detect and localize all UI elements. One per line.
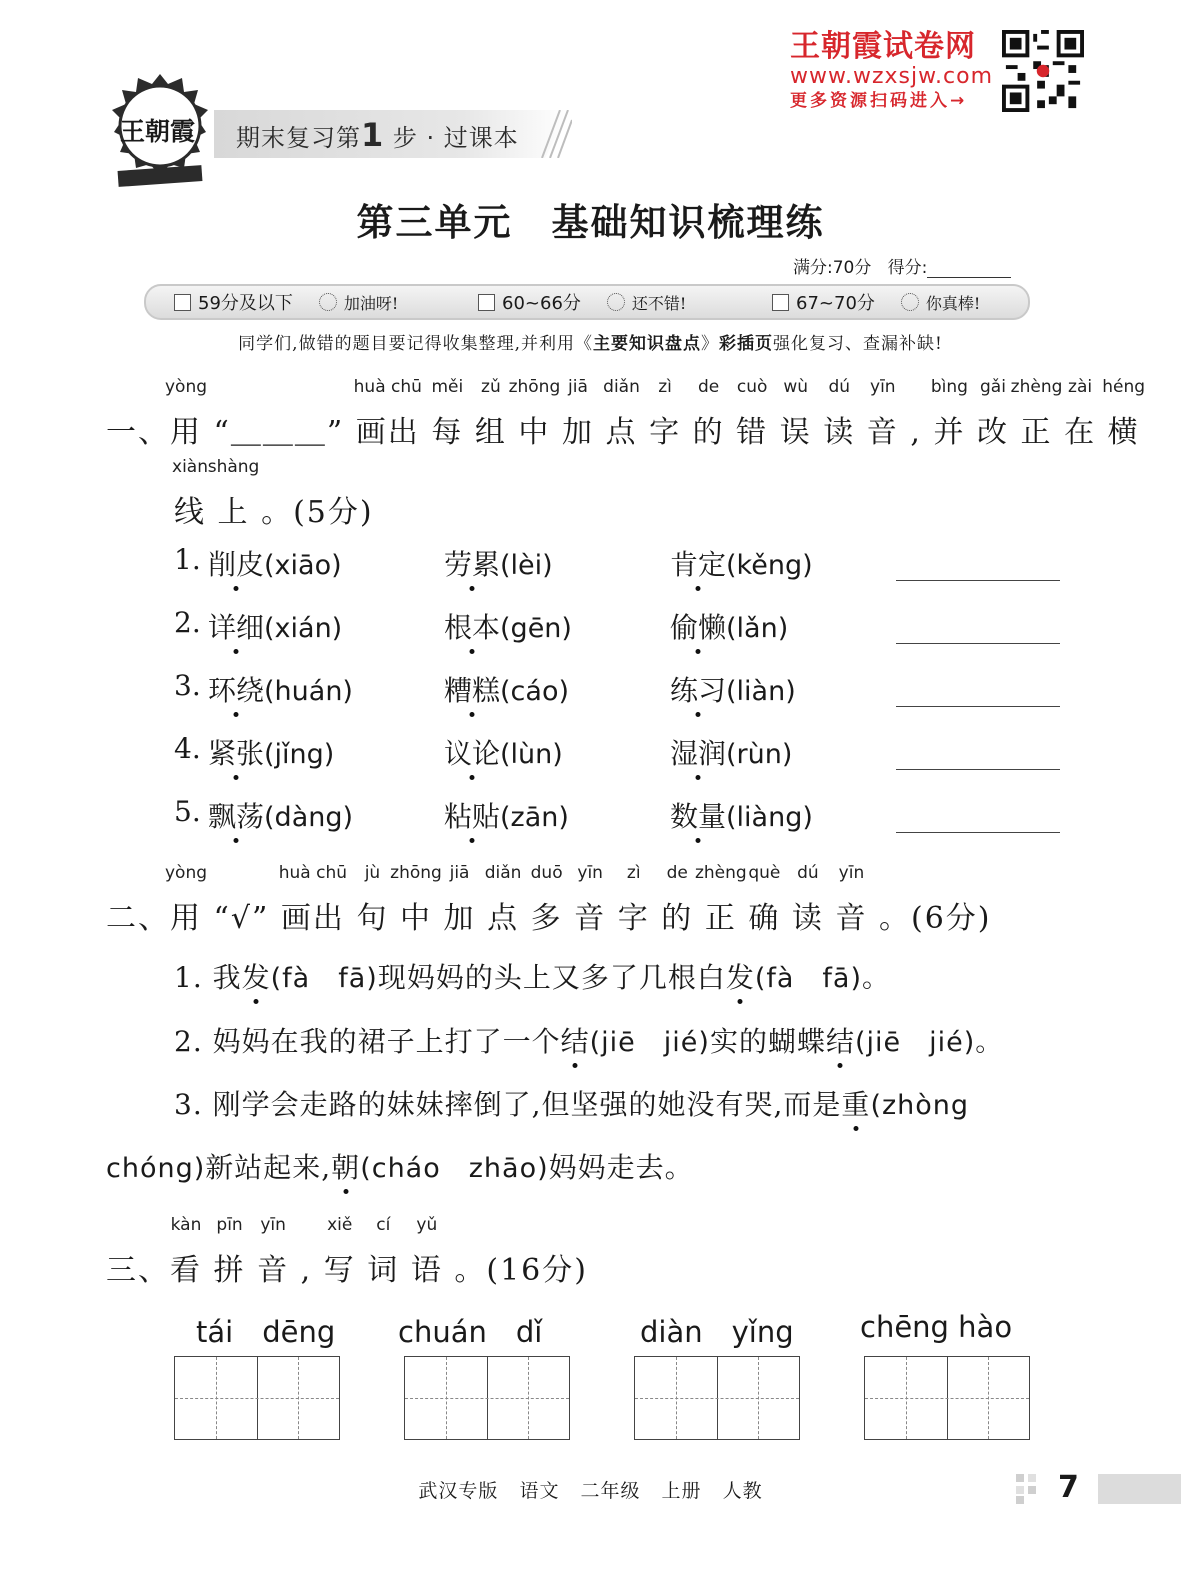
hanzi: 横 [1107, 415, 1140, 450]
hanzi: 上 [217, 495, 250, 530]
q1-word [208, 669, 353, 709]
heading-char [508, 377, 561, 451]
pinyin-reading: (lùn) [500, 739, 563, 770]
hanzi: 中 [518, 415, 551, 450]
writing-grid[interactable] [174, 1356, 340, 1440]
heading-char [779, 377, 812, 451]
pinyin-annotation: duō [530, 863, 563, 883]
heading-char [603, 377, 640, 451]
pinyin-reading: (huán) [264, 676, 353, 707]
step-label: 期末复习第1 步 · 过课本 [236, 116, 519, 154]
pinyin-annotation: bìng [930, 377, 968, 397]
dotted-word[interactable]: 糟糕 [444, 674, 501, 707]
pinyin-annotation: xiàn [172, 457, 208, 477]
dotted-word[interactable]: 劳累 [444, 548, 501, 581]
smiley-icon [607, 293, 625, 311]
heading-char [692, 377, 725, 451]
hanzi: 确 [748, 901, 781, 936]
hanzi: 。(16分) [454, 1253, 588, 1288]
answer-line[interactable] [896, 642, 1060, 644]
hanzi: 。(5分) [261, 495, 374, 530]
pinyin-annotation: diǎn [603, 377, 640, 397]
dotted-word[interactable]: 飘荡 [208, 800, 265, 833]
hanzi: 的 [661, 901, 694, 936]
pinyin-annotation: què [748, 863, 781, 883]
q1-word [670, 795, 813, 835]
hanzi: 的 [692, 415, 725, 450]
dotted-word[interactable]: 议论 [444, 737, 501, 770]
q1-word [670, 606, 788, 646]
pinyin-reading: (lǎn) [726, 613, 789, 644]
hanzi: 写 [323, 1253, 356, 1288]
dotted-word[interactable]: 数量 [670, 800, 727, 833]
pinyin-reading: (xiāo) [264, 550, 342, 581]
pinyin-annotation: diǎn [484, 863, 522, 883]
pinyin-annotation: zì [626, 863, 641, 883]
q1-heading-line2 [172, 457, 374, 531]
q1-row-number: 1. [174, 543, 201, 576]
checkbox-icon[interactable] [772, 294, 789, 311]
score-level-1: 59分及以下 加油呀! [174, 289, 398, 315]
hanzi: , [910, 415, 922, 450]
unit-title: 第三单元 基础知识梳理练 [356, 201, 825, 244]
heading-char [1064, 377, 1097, 451]
pinyin-annotation: zhèng [1010, 377, 1063, 397]
q1-word [444, 795, 569, 835]
q1-row-number: 2. [174, 606, 201, 639]
hanzi: 加 [561, 415, 594, 450]
pinyin-annotation: yīn [838, 863, 865, 883]
heading-char [207, 457, 260, 531]
banner-stripes [532, 110, 572, 158]
q2-sentence-3: 3. 刚学会走路的妹妹摔倒了,但坚强的她没有哭,而是重(zhòng [174, 1088, 970, 1121]
q1-word [444, 606, 572, 646]
hanzi: 语 [410, 1253, 443, 1288]
hanzi: 画出 [280, 901, 345, 936]
hanzi: 音 [866, 415, 899, 450]
pinyin-reading: (liàn) [726, 676, 796, 707]
heading-char [574, 863, 607, 937]
pinyin-annotation: dú [797, 863, 819, 883]
q2-sentence-1: 1. 我发(fà fā)现妈妈的头上又多了几根白发(fà fā)。 [174, 961, 891, 994]
answer-line[interactable] [896, 831, 1060, 833]
hanzi: 组 [474, 415, 507, 450]
answer-line[interactable] [896, 768, 1060, 770]
heading-char [454, 1245, 588, 1289]
pinyin-annotation: yīn [577, 863, 603, 883]
heading-char [1010, 377, 1063, 451]
hanzi: “√” [213, 901, 270, 936]
brand-block [790, 29, 994, 112]
pinyin-annotation: jù [364, 863, 381, 883]
heading-char [694, 863, 747, 937]
dotted-word[interactable]: 详细 [208, 611, 265, 644]
q1-word [444, 669, 569, 709]
heading-char [214, 407, 345, 451]
heading-char [736, 377, 769, 451]
hanzi: 多 [530, 901, 563, 936]
pinyin-annotation: cí [376, 1215, 391, 1235]
pinyin-annotation: wù [783, 377, 809, 397]
pinyin-annotation: cuò [736, 377, 768, 397]
hanzi: 正 [704, 901, 737, 936]
pinyin-annotation: gǎi [980, 377, 1006, 397]
brand-url[interactable]: www.wzxsjw.com [790, 64, 994, 89]
heading-char [879, 893, 992, 937]
score-blank[interactable] [927, 259, 1011, 278]
dotted-word[interactable]: 紧张 [208, 737, 265, 770]
heading-char [261, 487, 374, 531]
q1-word [208, 543, 342, 583]
heading-char [164, 863, 208, 937]
heading-char [1102, 377, 1146, 451]
pinyin-annotation: shàng [207, 457, 260, 477]
pinyin-annotation: yīn [870, 377, 896, 397]
hanzi: 。(6分) [879, 901, 992, 936]
heading-char [353, 377, 422, 451]
brand-more: 更多资源扫码进入→ [790, 91, 968, 111]
q1-word [670, 732, 792, 772]
checkbox-icon[interactable] [478, 294, 495, 311]
pinyin-annotation: xiě [327, 1215, 353, 1235]
pinyin-annotation: zhōng [390, 863, 442, 883]
heading-char [474, 377, 507, 451]
q1-word [208, 606, 342, 646]
heading-char [530, 863, 563, 937]
hanzi: 正 [1020, 415, 1053, 450]
checkbox-icon[interactable] [174, 294, 191, 311]
q1-word [670, 543, 813, 583]
hanzi: 句 [356, 901, 389, 936]
hanzi: 画出 [355, 415, 420, 450]
writing-grid[interactable] [404, 1356, 570, 1440]
pinyin-reading: (rùn) [726, 739, 793, 770]
qr-code-icon[interactable] [1002, 30, 1084, 112]
heading-char [561, 377, 594, 451]
hanzi: , [300, 1253, 313, 1288]
hanzi: 拼 [213, 1253, 246, 1288]
q2-sentence-3-cont: chóng)新站起来,朝(cháo zhāo)妈妈走去。 [106, 1151, 694, 1184]
heading-char [164, 377, 208, 451]
q3-heading: 三、 kàn 看 pīn 拼 yīn 音 , xiě 写 cí 词 yǔ 语 。(16分) [106, 1215, 588, 1288]
pinyin-reading: (zān) [500, 802, 569, 833]
answer-line[interactable] [896, 579, 1060, 581]
score-level-2: 60~66分 还不错! [478, 289, 686, 315]
heading-char [866, 377, 899, 451]
page-squares-icon [1016, 1474, 1044, 1504]
pinyin-annotation: zhōng [508, 377, 561, 397]
writing-grid[interactable] [634, 1356, 800, 1440]
hanzi: 并 [933, 415, 966, 450]
pinyin-reading: (jǐng) [264, 739, 335, 770]
q1-row-number: 5. [174, 795, 201, 828]
heading-char [443, 863, 476, 937]
pinyin-reading: (kěng) [726, 550, 813, 581]
hanzi: 字 [649, 415, 682, 450]
hanzi: 点 [487, 901, 520, 936]
hanzi: 加 [443, 901, 476, 936]
pinyin-annotation: měi [431, 377, 464, 397]
dotted-word[interactable]: 削皮 [208, 548, 265, 581]
hanzi: 点 [605, 415, 638, 450]
hanzi: 音 [835, 901, 868, 936]
dotted-word[interactable]: 偷懒 [670, 611, 727, 644]
page-number: 7 [1058, 1470, 1079, 1505]
heading-char [214, 901, 270, 936]
dotted-word[interactable]: 练习 [670, 674, 727, 707]
heading-char [172, 457, 208, 531]
smiley-icon [901, 293, 919, 311]
pinyin-reading: (dàng) [264, 802, 354, 833]
q3-word-pinyin: chēng hào [860, 1310, 1013, 1344]
score-line: 满分:70分 得分: [793, 253, 1011, 278]
pinyin-annotation: zì [658, 377, 672, 397]
pinyin-reading: (liàng) [726, 802, 813, 833]
pinyin-annotation: huà chū [353, 377, 422, 397]
dotted-word[interactable]: 根本 [444, 611, 501, 644]
pinyin-annotation: jiā [568, 377, 588, 397]
heading-char [431, 377, 464, 451]
heading-char [301, 1253, 313, 1288]
q1-row-number: 3. [174, 669, 201, 702]
q1-word [208, 732, 334, 772]
heading-char [910, 415, 922, 450]
dotted-word[interactable]: 粘贴 [444, 800, 501, 833]
heading-char [257, 1215, 290, 1289]
q2-sentence-2: 2. 妈妈在我的裙子上打了一个结(jiē jié)实的蝴蝶结(jiē jié)。 [174, 1025, 1004, 1058]
pinyin-annotation: de [697, 377, 720, 397]
brand-logo-text: 王朝霞 [120, 117, 196, 146]
heading-char [213, 1215, 246, 1289]
hanzi: 字 [617, 901, 650, 936]
heading-char [170, 1215, 202, 1289]
q1-row-number: 4. [174, 732, 201, 765]
q3-word-pinyin: diàn yǐng [640, 1315, 794, 1349]
hanzi: 在 [1064, 415, 1097, 450]
pinyin-reading: (cáo) [500, 676, 569, 707]
heading-char [835, 863, 868, 937]
heading-char [930, 377, 968, 451]
pinyin-annotation: dú [828, 377, 851, 397]
hanzi: 改 [976, 415, 1009, 450]
pinyin-annotation: zhèng [694, 863, 747, 883]
hanzi: “＿＿＿” [213, 415, 345, 450]
pinyin-annotation: pīn [216, 1215, 243, 1235]
writing-grid[interactable] [864, 1356, 1030, 1440]
hanzi: 误 [779, 415, 812, 450]
pinyin-annotation: héng [1102, 377, 1146, 397]
hanzi: 每 [431, 415, 464, 450]
pinyin-annotation: yòng [164, 863, 208, 883]
pinyin-reading: (gēn) [500, 613, 572, 644]
brand-name: 王朝霞试卷网 [790, 29, 976, 64]
heading-char [661, 863, 694, 937]
heading-char [748, 863, 781, 937]
heading-char [278, 863, 348, 937]
notice-text: 同学们,做错的题目要记得收集整理,并利用《主要知识盘点》彩插页强化复习、查漏补缺! [238, 334, 943, 354]
smiley-icon [319, 293, 337, 311]
page-bar [1098, 1474, 1181, 1504]
q1-word [444, 543, 553, 583]
heading-char [484, 863, 522, 937]
pinyin-annotation: huà chū [278, 863, 348, 883]
pinyin-reading: (lèi) [500, 550, 553, 581]
heading-char [410, 1215, 443, 1289]
dotted-word[interactable]: 环绕 [208, 674, 265, 707]
pinyin-annotation: jiā [449, 863, 470, 883]
hanzi: 音 [574, 901, 607, 936]
dotted-word[interactable]: 湿润 [670, 737, 727, 770]
q3-word-pinyin: chuán dǐ [398, 1315, 543, 1349]
score-level-3: 67~70分 你真棒! [772, 289, 980, 315]
hanzi: 用 [170, 901, 202, 936]
pinyin-annotation: kàn [170, 1215, 202, 1235]
pinyin-annotation: zài [1068, 377, 1093, 397]
answer-line[interactable] [896, 705, 1060, 707]
q1-heading: 一、 yòng 用 “＿＿＿” huà chū 画出 měi 每 zǔ 组 zhōng 中 jiā 加 diǎn 点 zì 字 de 的 cuò 错 wù 误 dú 读 yīn 音 , bìng 并 gǎi 改 zhèng 正 zài 在 héng 横 [106, 377, 1146, 450]
pinyin-annotation: yòng [164, 377, 208, 397]
heading-char [617, 863, 650, 937]
pinyin-annotation: de [666, 863, 688, 883]
q3-word-pinyin: tái dēng [196, 1315, 336, 1349]
hanzi: 中 [399, 901, 432, 936]
hanzi: 音 [257, 1253, 290, 1288]
heading-char [356, 863, 389, 937]
heading-char [823, 377, 856, 451]
hanzi: 读 [823, 415, 856, 450]
pinyin-annotation: zǔ [481, 377, 501, 397]
heading-char [323, 1215, 356, 1289]
pinyin-reading: (xián) [264, 613, 343, 644]
hanzi: 错 [736, 415, 769, 450]
footer-edition: 武汉专版 语文 二年级 上册 人教 [418, 1480, 763, 1502]
hanzi: 用 [170, 415, 202, 450]
heading-char [390, 863, 442, 937]
hanzi: 线 [174, 495, 206, 530]
pinyin-annotation: yǔ [416, 1215, 438, 1235]
hanzi: 读 [791, 901, 824, 936]
heading-char [649, 377, 682, 451]
q1-word [444, 732, 563, 772]
dotted-word[interactable]: 肯定 [670, 548, 727, 581]
pinyin-annotation: yīn [260, 1215, 286, 1235]
q1-word [670, 669, 796, 709]
q2-heading: 二、 yòng 用 “√” huà chū 画出 jù 句 zhōng 中 jiā 加 diǎn 点 duō 多 yīn 音 zì 字 de 的 zhèng 正 què 确 dú 读 yīn 音 。(6分) [106, 863, 992, 936]
heading-char [367, 1215, 400, 1289]
heading-char [791, 863, 824, 937]
heading-char [976, 377, 1009, 451]
q1-word [208, 795, 353, 835]
hanzi: 词 [367, 1253, 400, 1288]
hanzi: 看 [170, 1253, 202, 1288]
